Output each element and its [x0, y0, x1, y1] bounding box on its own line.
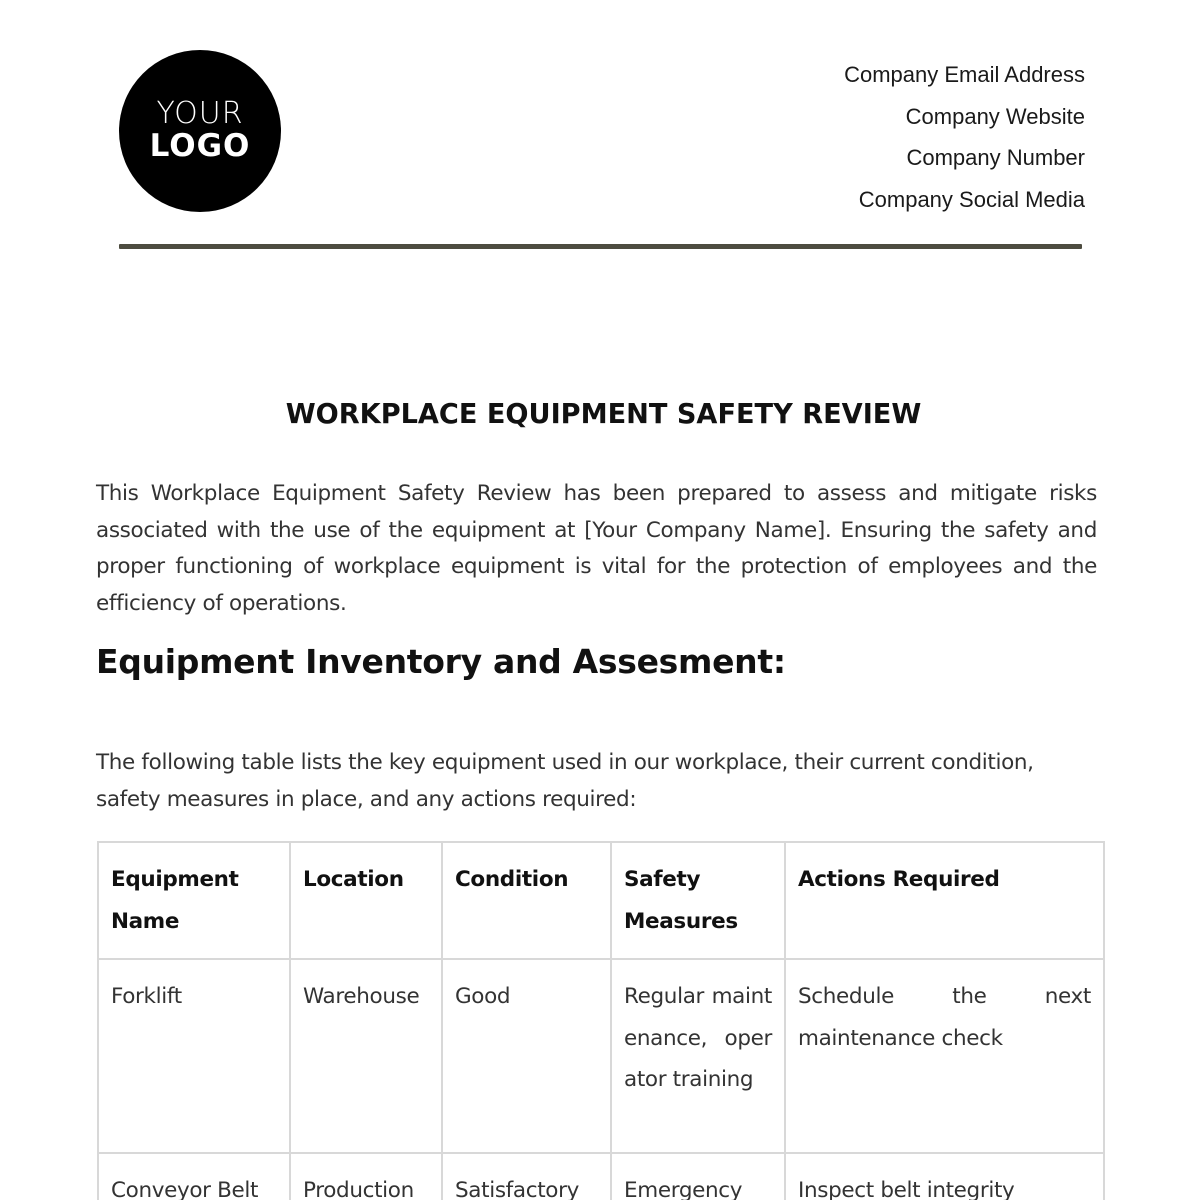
company-number: Company Number	[906, 145, 1085, 170]
table-row	[98, 1153, 1104, 1200]
header-divider	[119, 244, 1082, 249]
intro-paragraph: This Workplace Equipment Safety Review has been prepared to assess and mitigate risks associated with the use of the equipment at [Your Company Name]. Ensuring the safety and proper functioning of workplace equipment is vital for the protection of employees and the efficiency of operations.	[96, 481, 1097, 616]
logo-line-1: YOUR	[156, 96, 244, 131]
company-website: Company Website	[905, 103, 1085, 129]
equipment-inventory-table	[97, 841, 1105, 1200]
cell-safety-measures: Emergency	[611, 1153, 785, 1200]
table-row	[98, 959, 1104, 1153]
cell-condition: Good	[442, 959, 611, 1153]
document-title: WORKPLACE EQUIPMENT SAFETY REVIEW	[285, 397, 922, 430]
header-equipment-name: Equipment Name	[98, 842, 290, 959]
company-social-media: Company Social Media	[858, 186, 1085, 212]
cell-equipment-name: Conveyor Belt	[98, 1153, 290, 1200]
cell-condition: Satisfactory	[442, 1153, 611, 1200]
header-condition: Condition	[442, 842, 611, 959]
company-email: Company Email Address	[844, 62, 1085, 87]
cell-equipment-name: Forklift	[98, 959, 290, 1153]
cell-location: Warehouse	[290, 959, 442, 1153]
company-contact-block	[844, 54, 1085, 220]
cell-actions-required: Inspect belt integrity	[785, 1153, 1104, 1200]
cell-location: Production	[290, 1153, 442, 1200]
header-location: Location	[290, 842, 442, 959]
logo-line-2: LOGO	[149, 128, 251, 164]
cell-actions-required: Schedule the next maintenance check	[785, 959, 1104, 1153]
table-intro-paragraph: The following table lists the key equipment used in our workplace, their current condition, safety measures in place, and any actions required:	[96, 750, 1034, 812]
cell-safety-measures: Regular maintenance, operator training	[611, 959, 785, 1153]
table-header-row	[98, 842, 1104, 959]
header-actions-required: Actions Required	[785, 842, 1104, 959]
section-heading-inventory: Equipment Inventory and Assesment:	[96, 642, 786, 681]
company-logo	[119, 50, 281, 212]
header-safety-measures: Safety Measures	[611, 842, 785, 959]
